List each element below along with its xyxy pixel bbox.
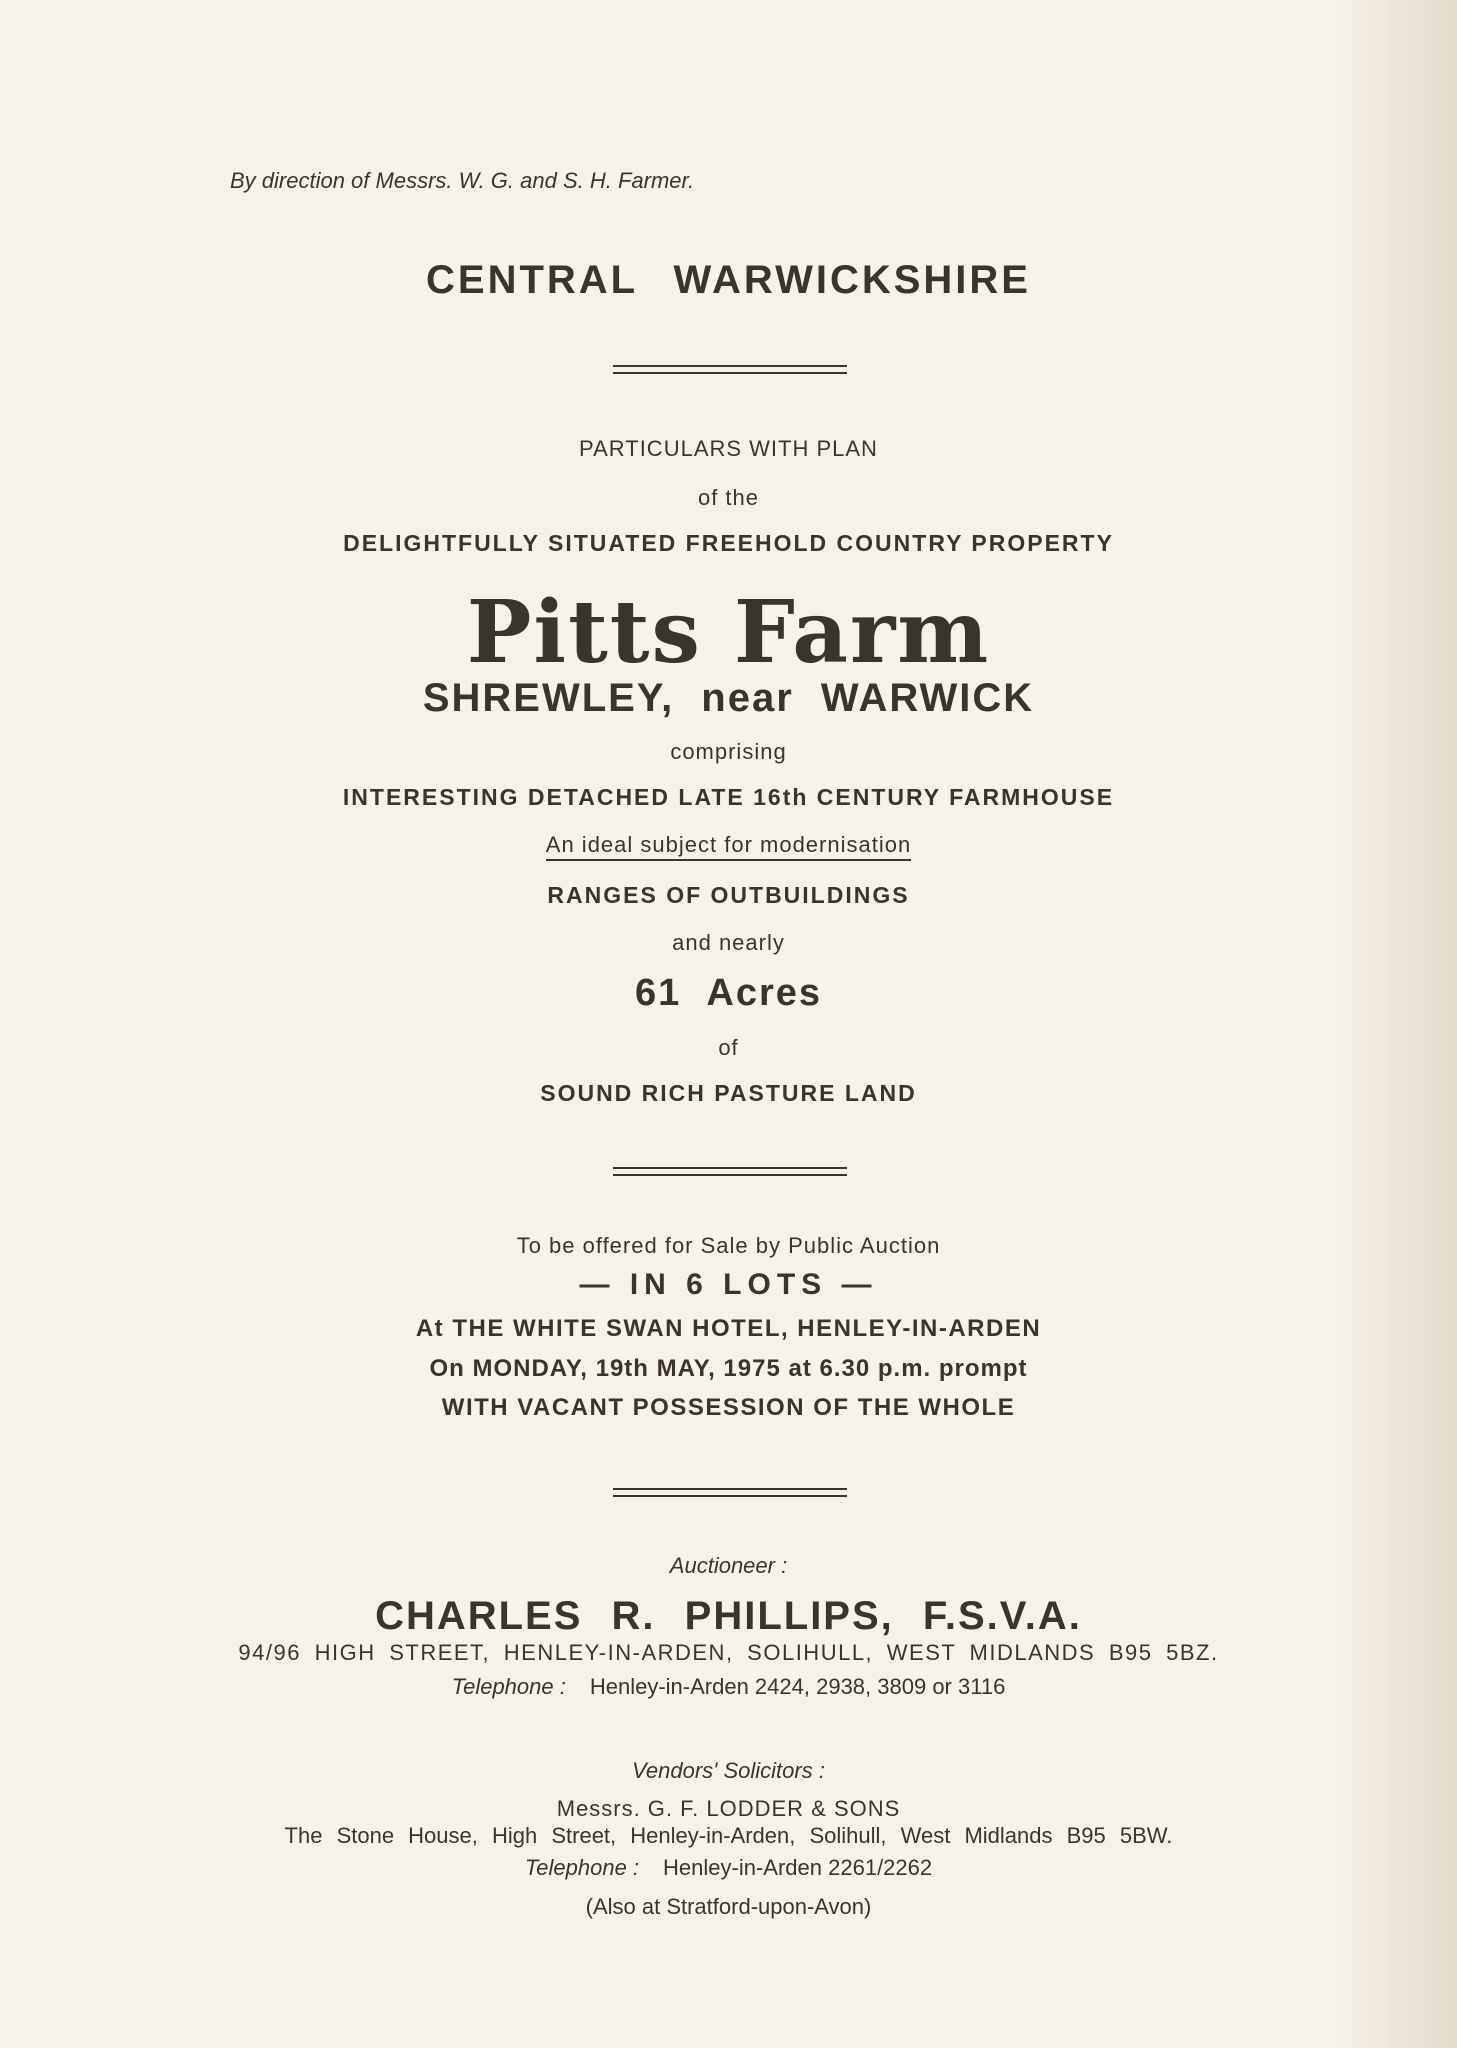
auctioneer-telephone xyxy=(0,1674,1457,1700)
double-rule-bottom xyxy=(613,1488,847,1497)
comprising-line: comprising xyxy=(670,739,787,764)
ideal-subject-line xyxy=(0,832,1457,858)
solicitors-telephone-number: Henley-in-Arden 2261/2262 xyxy=(663,1855,933,1880)
solicitors-address: The Stone House, High Street, Henley-in-Arden, Solihull, West Midlands B95 5BW. xyxy=(284,1823,1173,1848)
solicitors-name: Messrs. G. F. LODDER & SONS xyxy=(556,1796,901,1821)
auctioneer-label: Auctioneer : xyxy=(669,1553,788,1578)
solicitors-telephone-label: Telephone : xyxy=(524,1855,640,1880)
double-rule-top xyxy=(613,365,847,374)
lots-line: — IN 6 LOTS — xyxy=(579,1268,878,1301)
property-type: DELIGHTFULLY SITUATED FREEHOLD COUNTRY PROPERTY xyxy=(343,530,1114,556)
outbuildings-line: RANGES OF OUTBUILDINGS xyxy=(547,882,910,908)
of-the-line: of the xyxy=(697,485,760,510)
auction-date-line: On MONDAY, 19th MAY, 1975 at 6.30 p.m. prompt xyxy=(429,1355,1028,1382)
paper-edge xyxy=(1337,0,1457,2048)
venue-line: At THE WHITE SWAN HOTEL, HENLEY-IN-ARDEN xyxy=(415,1315,1042,1342)
auctioneer-address: 94/96 HIGH STREET, HENLEY-IN-ARDEN, SOLIHULL, WEST MIDLANDS B95 5BZ. xyxy=(238,1640,1219,1665)
solicitors-telephone xyxy=(0,1855,1457,1881)
county-heading: CENTRAL WARWICKSHIRE xyxy=(426,258,1031,302)
solicitors-label: Vendors' Solicitors : xyxy=(632,1758,825,1783)
auctioneer-telephone-number: Henley-in-Arden 2424, 2938, 3809 or 3116 xyxy=(589,1674,1006,1699)
auction-offer-line: To be offered for Sale by Public Auction xyxy=(516,1233,941,1258)
of-line: of xyxy=(718,1035,739,1060)
auctioneer-name: CHARLES R. PHILLIPS, F.S.V.A. xyxy=(375,1594,1082,1638)
particulars-line: PARTICULARS WITH PLAN xyxy=(579,436,878,461)
direction-line: By direction of Messrs. W. G. and S. H. Farmer. xyxy=(230,168,695,193)
ideal-subject-text: An ideal subject for modernisation xyxy=(546,832,911,861)
farmhouse-line: INTERESTING DETACHED LATE 16th CENTURY FARMHOUSE xyxy=(342,784,1115,810)
land-line: SOUND RICH PASTURE LAND xyxy=(540,1080,917,1106)
farm-location: SHREWLEY, near WARWICK xyxy=(422,676,1035,720)
acres-heading: 61 Acres xyxy=(634,972,823,1014)
possession-line: WITH VACANT POSSESSION OF THE WHOLE xyxy=(441,1394,1016,1421)
auctioneer-telephone-label: Telephone : xyxy=(451,1674,566,1699)
double-rule-middle xyxy=(613,1167,847,1176)
farm-name: Pitts Farm xyxy=(466,582,991,683)
and-nearly-line: and nearly xyxy=(672,930,785,955)
solicitors-also-line: (Also at Stratford-upon-Avon) xyxy=(585,1894,872,1919)
